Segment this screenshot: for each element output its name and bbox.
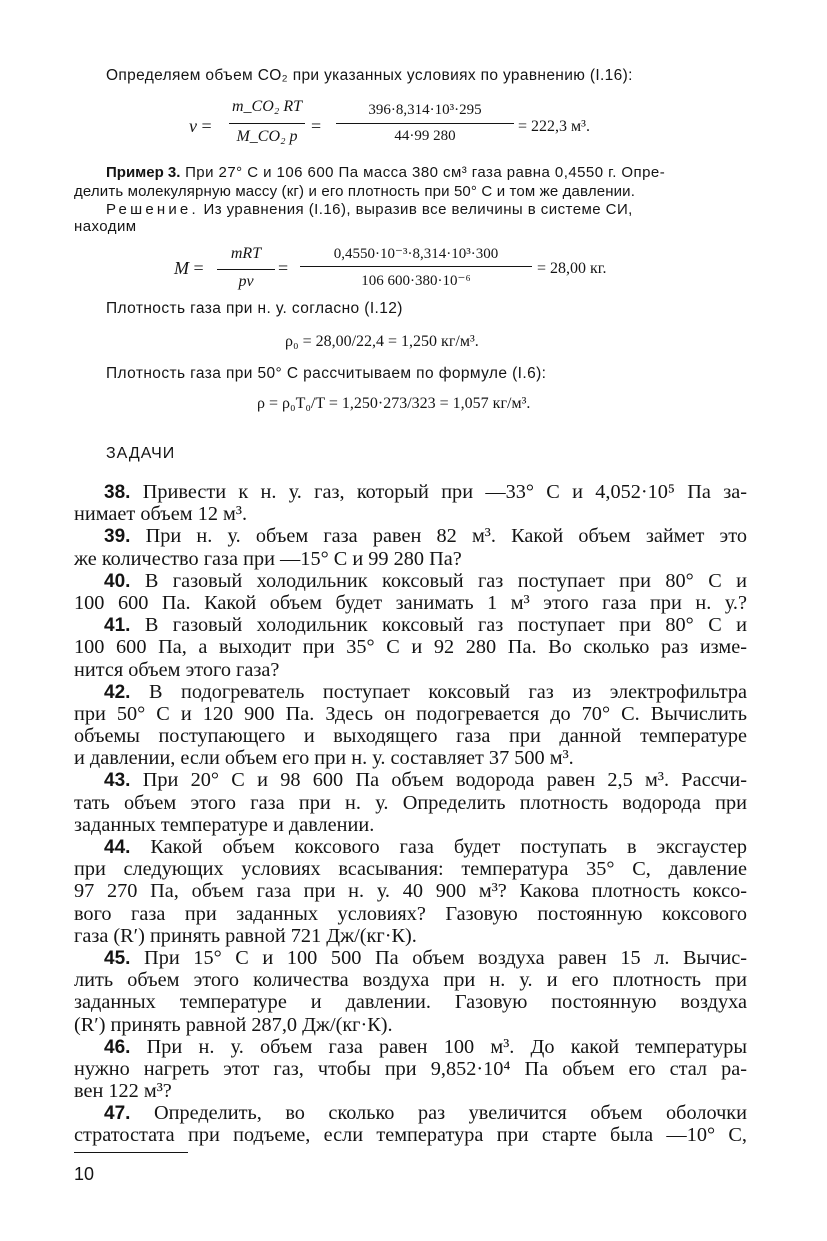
problem-line: Привести к н. у. газ, который при —33° С и 4,052·10⁵ Па за- — [142, 481, 747, 503]
page-number: 10 — [74, 1164, 95, 1184]
density-equation-50c: ρ = ρ₀T₀/T = 1,250·273/323 = 1,057 кг/м³. — [257, 395, 531, 412]
problem-line: лить объем этого количества воздуха при н. у. и его плотность при — [74, 969, 747, 992]
problem-number: 43. — [104, 770, 131, 792]
section-heading: ЗАДАЧИ — [106, 445, 176, 462]
problem-line: заданных температуре и давлении. — [74, 813, 375, 836]
problem-line: стратостата при подъеме, если температура при старте была —10° С, — [74, 1124, 747, 1147]
problem-number: 38. — [104, 482, 131, 503]
problem-line: При 20° С и 98 600 Па объем водорода равен 2,5 м³. Рассчи- — [142, 769, 747, 792]
intro-text: Определяем объем CO₂ при указанных условиях по уравнению (I.16): — [106, 67, 633, 84]
example-line-3 — [106, 201, 633, 218]
problem-47 — [74, 1102, 747, 1146]
problem-40 — [74, 570, 747, 614]
problem-line: же количество газа при —15° С и 99 280 Па? — [74, 547, 462, 570]
example-line-4: находим — [74, 218, 137, 235]
problem-number: 45. — [104, 947, 131, 969]
problem-line: объемы поступающего и выходящего газа при данной температуре — [74, 725, 747, 748]
problem-number: 46. — [104, 1036, 131, 1058]
problem-line: 97 270 Па, объем газа при н. у. 40 900 м³? Какова плотность коксо- — [74, 880, 747, 903]
problem-line: В газовый холодильник коксовый газ поступает при 80° С и — [144, 569, 747, 592]
problem-line: В подогреватель поступает коксовый газ из электрофильтра — [148, 680, 748, 703]
problem-line: При н. у. объем газа равен 100 м³. До какой температуры — [146, 1035, 747, 1058]
eq1-result: = 222,3 м³. — [518, 118, 590, 135]
example-text-3: Из уравнения (I.16), выразив все величины в системе СИ, — [203, 201, 633, 218]
problem-number: 39. — [104, 526, 131, 548]
problem-line: При 15° С и 100 500 Па объем воздуха равен 15 л. Вычис- — [144, 946, 747, 969]
eq2-result: = 28,00 кг. — [537, 260, 607, 277]
eq2-frac2-denominator: 106 600·380·10⁻⁶ — [361, 273, 471, 289]
example-line-1 — [106, 164, 665, 181]
problems-list — [74, 481, 747, 1147]
eq1-frac2-denominator: 44·99 280 — [394, 128, 456, 144]
problem-line: (R′) принять равной 287,0 Дж/(кг·К). — [74, 1013, 393, 1036]
book-page: Определяем объем CO₂ при указанных условиях по уравнению (I.16): v = m_CO₂ RT M_CO₂ p = 396·8,314·10³·295 44·99 280 = 222,3 м³. Пример 3. При 27° С и 106 600 Па масса 380 см³ газа равна 0,4550 г. Опре- делить молекулярную массу (кг) и его плотность при 50° С и том же давлении. Решение. Из уравнения (I.16), выразив все величины в системе СИ, находим M = mRT pv = 0,4550·10⁻³·8,314·10³·300 106 600·380·10⁻⁶ = 28,00 кг. Плотность газа при н. у. согласно (I.12) ρ₀ = 28,00/22,4 = 1,250 кг/м³. Плотность газа при 50° С рассчитываем по формуле (I.6): ρ = ρ₀T₀/T = 1,250·273/323 = 1,057 кг/м³. ЗАДАЧИ 38. Привести к н. у. газ, который при —33° С и 4,052·10⁵ Па за- нимает объем 12 м³. 39. При н. у. объем газа равен 82 м³. Какой объем займет это же количество газа при —15° С и 99 280 Па? 40. В газовый холодильник коксовый газ поступает при 80° С и 100 600 Па. Какой объем будет занимать 1 м³ этого газа при н. у.? 41. В газовый холодильник коксовый газ поступает при 80° С и 100 600 Па, а выходит при 35° С и 92 280 Па. Во сколько раз изме- нится объем этого газа? 42. В подогреватель поступает коксовый газ из электрофильтра при 50° С и 120 900 Па. Здесь он подогревается до 70° С. Вычислить объемы поступающего и выходящего газа при данной температуре и давлении, если объем его при н. у. составляет 37 500 м³. 43. При 20° С и 98 600 Па объем водорода равен 2,5 м³. Рассчи- тать объем этого газа при н. у. Определить плотность водорода при заданных температуре и давлении. 44. Какой объем коксового газа будет поступать в эксгаустер при следующих условиях всасывания: температура 35° С, давление 97 270 Па, объем газа при н. у. 40 900 м³? Какова плотность коксо- вого газа при заданных условиях? Газовую постоянную коксового газа (R′) принять равной 721 Дж/(кг·К). 45. При 15° С и 100 500 Па объем воздуха равен 15 л. Вычис- лить объем этого количества воздуха при н. у. и его плотность при заданных температуре и давлении. Газовую постоянную воздуха (R′) принять равной 287,0 Дж/(кг·К). 46. При н. у. объем газа равен 100 м³. До какой температуры нужно нагреть этот газ, чтобы при 9,852·10⁴ Па объем его стал ра- вен 122 м³? 47. Определить, во сколько раз увеличится объем оболочки стратостата при подъеме, если температура при старте была —10° С, 10 — [74, 67, 748, 1184]
problem-line: нужно нагреть этот газ, чтобы при 9,852·10⁴ Па объем его стал ра- — [74, 1057, 747, 1080]
problem-line: Определить, во сколько раз увеличится объем оболочки — [153, 1102, 747, 1125]
problem-line: вен 122 м³? — [74, 1080, 172, 1103]
problem-number: 47. — [104, 1103, 131, 1125]
eq1-frac1-numerator: m_CO₂ RT — [231, 98, 302, 115]
problem-line: газа (R′) принять равной 721 Дж/(кг·К). — [74, 924, 417, 947]
density-equation-normal: ρ₀ = 28,00/22,4 = 1,250 кг/м³. — [285, 333, 479, 350]
eq1-lhs: v — [189, 116, 197, 136]
problem-39 — [74, 525, 747, 569]
problem-number: 42. — [104, 681, 131, 703]
problem-line: при 50° С и 120 900 Па. Здесь он подогревается до 70° С. Вычислить — [74, 702, 747, 725]
problem-line: при следующих условиях всасывания: температура 35° С, давление — [74, 858, 747, 881]
problem-44 — [74, 836, 747, 947]
problem-line: вого газа при заданных условиях? Газовую постоянную коксового — [74, 902, 747, 925]
eq2-frac1-numerator: mRT — [230, 245, 262, 262]
problem-38 — [74, 481, 747, 525]
example-text-1: При 27° С и 106 600 Па масса 380 см³ газа равна 0,4550 г. Опре- — [185, 164, 666, 181]
solution-word: Решение. — [106, 201, 199, 218]
eq1-frac2-numerator: 396·8,314·10³·295 — [368, 102, 482, 118]
eq2-frac2-numerator: 0,4550·10⁻³·8,314·10³·300 — [333, 246, 499, 262]
problem-number: 40. — [104, 570, 131, 592]
problem-line: Какой объем коксового газа будет поступать в эксгаустер — [150, 836, 747, 858]
problem-line: и давлении, если объем его при н. у. составляет 37 500 м³. — [74, 747, 574, 770]
problem-45 — [74, 947, 747, 1036]
problem-line: нимает объем 12 м³. — [74, 503, 248, 526]
problem-number: 44. — [104, 837, 131, 858]
problem-42 — [74, 681, 747, 770]
example-label: Пример 3. — [106, 164, 181, 181]
eq1-frac1-denominator: M_CO₂ p — [236, 128, 298, 145]
problem-line: заданных температуре и давлении. Газовую постоянную воздуха — [74, 991, 747, 1014]
problem-number: 41. — [104, 615, 131, 637]
problem-41 — [74, 614, 747, 681]
footer-rule — [74, 1152, 188, 1153]
problem-line: В газовый холодильник коксовый газ поступает при 80° С и — [144, 614, 747, 637]
eq2-lhs: M — [174, 258, 189, 278]
problem-line: 100 600 Па, а выходит при 35° С и 92 280 Па. Во сколько раз изме- — [74, 636, 747, 659]
problem-line: При н. у. объем газа равен 82 м³. Какой объем займет это — [145, 525, 747, 548]
problem-43 — [74, 769, 747, 836]
density-text: Плотность газа при н. у. согласно (I.12) — [106, 300, 403, 317]
problem-line: 100 600 Па. Какой объем будет занимать 1 м³ этого газа при н. у.? — [74, 591, 747, 614]
problem-line: тать объем этого газа при н. у. Определить плотность водорода при — [74, 791, 747, 814]
problem-line: нится объем этого газа? — [74, 658, 280, 681]
problem-46 — [74, 1036, 747, 1103]
eq2-frac1-denominator: pv — [238, 273, 254, 290]
example-line-2: делить молекулярную массу (кг) и его плотность при 50° С и том же давлении. — [74, 183, 636, 200]
density2-text: Плотность газа при 50° С рассчитываем по формуле (I.6): — [106, 365, 547, 382]
